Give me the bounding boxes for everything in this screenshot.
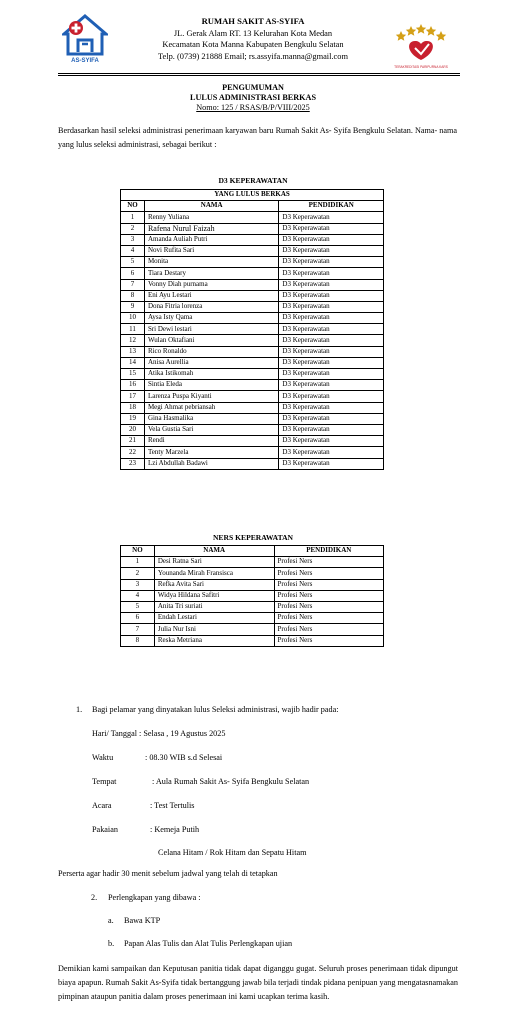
- header-rule-thick: [58, 73, 460, 74]
- row-nama: Atika Istikomah: [144, 369, 278, 380]
- row-no: 17: [121, 391, 145, 402]
- row-pendidikan: D3 Keperawatan: [279, 301, 384, 312]
- row-pendidikan: D3 Keperawatan: [279, 234, 384, 245]
- row-no: 7: [121, 279, 145, 290]
- table-row: [121, 568, 384, 579]
- table-row: [121, 380, 384, 391]
- table1-subheader: YANG LULUS BERKAS: [121, 190, 384, 201]
- table-row: [121, 424, 384, 435]
- row-pendidikan: D3 Keperawatan: [279, 290, 384, 301]
- logo-left-text: AS-SYIFA: [71, 58, 99, 64]
- row-no: 5: [121, 257, 145, 268]
- table-row: [121, 346, 384, 357]
- row-pendidikan: Profesi Ners: [274, 590, 384, 601]
- row-pendidikan: D3 Keperawatan: [279, 346, 384, 357]
- row-pendidikan: D3 Keperawatan: [279, 212, 384, 223]
- hari-tanggal: Hari/ Tanggal : Selasa , 19 Agustus 2025: [92, 729, 226, 738]
- row-pendidikan: D3 Keperawatan: [279, 424, 384, 435]
- letter-number-text: Nomo: 125 / RSAS/B/P/VIII/2025: [196, 103, 310, 112]
- row-nama: Younanda Mirah Fransisca: [154, 568, 274, 579]
- pakaian-label: Pakaian: [92, 825, 118, 834]
- row-pendidikan: D3 Keperawatan: [279, 268, 384, 279]
- table-row: [121, 635, 384, 646]
- row-nama: Julia Nur Isni: [154, 624, 274, 635]
- row-nama: Amanda Auliah Putri: [144, 234, 278, 245]
- row-no: 6: [121, 268, 145, 279]
- row-nama: Gina Hasmalika: [144, 413, 278, 424]
- item-a-text: Bawa KTP: [124, 916, 161, 925]
- row-nama: Lzi Abdullah Badawi: [144, 458, 278, 469]
- table-row: [121, 268, 384, 279]
- hospital-logo-icon: [62, 14, 108, 64]
- announcement-subtitle: LULUS ADMINISTRASI BERKAS: [189, 93, 317, 102]
- row-no: 22: [121, 447, 145, 458]
- table2-col-nama: NAMA: [154, 546, 274, 557]
- tempat-value: : Aula Rumah Sakit As- Syifa Bengkulu Selatan: [152, 777, 310, 786]
- item2-text: Perlengkapan yang dibawa :: [108, 893, 201, 902]
- table-row: [121, 601, 384, 612]
- row-no: 9: [121, 301, 145, 312]
- row-nama: Widya Hildana Safitri: [154, 590, 274, 601]
- intro-paragraph: Berdasarkan hasil seleksi administrasi penerimaan karyawan baru Rumah Sakit As- Syifa Bengkulu Selatan. Nama- nama yang lulus seleksi administrasi, sebagai berikut :: [58, 126, 458, 149]
- row-nama: Vonny Diah purnama: [144, 279, 278, 290]
- closing-paragraph: Demikian kami sampaikan dan Keputusan panitia tidak dapat diganggu gugat. Seluruh proses penerimaan tidak dipungut biaya apapun. Rumah Sakit As-Syifa tidak bertanggung jawab bila terjadi tindak pidana penipuan yang mengatasnamakan pimpinan ataupun panitia dalam proses penerimaan ini kami ucapkan terima kasih.: [58, 964, 458, 1002]
- table-row: [121, 279, 384, 290]
- row-pendidikan: D3 Keperawatan: [279, 391, 384, 402]
- peserta-note: Perserta agar hadir 30 menit sebelum jadwal yang telah di tetapkan: [58, 869, 278, 878]
- waktu-value: : 08.30 WIB s.d Selesai: [145, 753, 223, 762]
- row-no: 7: [121, 624, 155, 635]
- table-row: [121, 447, 384, 458]
- row-no: 3: [121, 579, 155, 590]
- row-no: 5: [121, 601, 155, 612]
- row-nama: Larenza Puspa Kiyanti: [144, 391, 278, 402]
- row-no: 19: [121, 413, 145, 424]
- row-pendidikan: D3 Keperawatan: [279, 357, 384, 368]
- row-pendidikan: D3 Keperawatan: [279, 245, 384, 256]
- row-nama: Sintia Eleda: [144, 380, 278, 391]
- table-row: [121, 391, 384, 402]
- table2-col-no: NO: [121, 546, 155, 557]
- item1-text: Bagi pelamar yang dinyatakan lulus Seleksi administrasi, wajib hadir pada:: [92, 705, 339, 714]
- row-pendidikan: Profesi Ners: [274, 635, 384, 646]
- row-pendidikan: Profesi Ners: [274, 624, 384, 635]
- row-no: 3: [121, 234, 145, 245]
- row-no: 1: [121, 212, 145, 223]
- row-pendidikan: D3 Keperawatan: [279, 436, 384, 447]
- row-nama: Megi Ahmat pebriansah: [144, 402, 278, 413]
- accreditation-logo-icon: [385, 22, 457, 70]
- row-nama: Rafena Nurul Faizah: [144, 223, 278, 234]
- table1-caption: D3 KEPERAWATAN: [218, 176, 288, 185]
- row-no: 11: [121, 324, 145, 335]
- row-pendidikan: D3 Keperawatan: [279, 369, 384, 380]
- ners-keperawatan-table: [120, 545, 384, 647]
- table-row: [121, 212, 384, 223]
- table-row: [121, 245, 384, 256]
- table-row: [121, 335, 384, 346]
- row-pendidikan: Profesi Ners: [274, 613, 384, 624]
- contact-line: Telp. (0739) 21888 Email; rs.assyifa.manna@gmail.com: [158, 51, 348, 61]
- table-row: [121, 257, 384, 268]
- row-no: 16: [121, 380, 145, 391]
- item2-number: 2.: [91, 893, 98, 902]
- pakaian-value: : Kemeja Putih: [150, 825, 200, 834]
- row-no: 6: [121, 613, 155, 624]
- table-row: [121, 301, 384, 312]
- row-no: 21: [121, 436, 145, 447]
- row-no: 12: [121, 335, 145, 346]
- row-pendidikan: Profesi Ners: [274, 568, 384, 579]
- letter-number: [0, 103, 506, 113]
- row-no: 10: [121, 313, 145, 324]
- item1-number: 1.: [76, 705, 83, 714]
- row-no: 2: [121, 223, 145, 234]
- row-pendidikan: D3 Keperawatan: [279, 257, 384, 268]
- table-row: [121, 557, 384, 568]
- row-nama: Wulan Oktafiani: [144, 335, 278, 346]
- table-row: [121, 223, 384, 234]
- acara-label: Acara: [92, 801, 112, 810]
- row-nama: Renny Yuliana: [144, 212, 278, 223]
- table-row: [121, 357, 384, 368]
- row-no: 23: [121, 458, 145, 469]
- row-no: 13: [121, 346, 145, 357]
- announcement-title: PENGUMUMAN: [222, 83, 284, 92]
- table-row: [121, 290, 384, 301]
- row-nama: Monita: [144, 257, 278, 268]
- acara-value: : Test Tertulis: [150, 801, 195, 810]
- table-row: [121, 579, 384, 590]
- row-nama: Tiara Destary: [144, 268, 278, 279]
- header-rule-thin: [58, 75, 460, 76]
- tempat-label: Tempat: [92, 777, 117, 786]
- row-nama: Vela Gustia Sari: [144, 424, 278, 435]
- table-row: [121, 313, 384, 324]
- table1-col-nama: NAMA: [144, 201, 278, 212]
- table-row: [121, 590, 384, 601]
- table-row: [121, 234, 384, 245]
- row-nama: Dona Fitria lorenza: [144, 301, 278, 312]
- table-row: [121, 624, 384, 635]
- row-pendidikan: D3 Keperawatan: [279, 458, 384, 469]
- letterhead: [120, 16, 386, 62]
- row-nama: Aysa Isty Qama: [144, 313, 278, 324]
- hospital-name: RUMAH SAKIT AS-SYIFA: [201, 16, 305, 26]
- logo-right-text: TERAKREDITASI PARIPURNA KARS: [394, 65, 448, 69]
- row-no: 1: [121, 557, 155, 568]
- address-line-1: JL. Gerak Alam RT. 13 Kelurahan Kota Medan: [173, 28, 333, 38]
- waktu-label: Waktu: [92, 753, 114, 762]
- row-nama: Anisa Aurellia: [144, 357, 278, 368]
- row-nama: Endah Lestari: [154, 613, 274, 624]
- row-pendidikan: D3 Keperawatan: [279, 402, 384, 413]
- row-pendidikan: Profesi Ners: [274, 557, 384, 568]
- d3-keperawatan-table: [120, 189, 384, 470]
- table-row: [121, 436, 384, 447]
- row-pendidikan: D3 Keperawatan: [279, 413, 384, 424]
- item-b-text: Papan Alas Tulis dan Alat Tulis Perlengkapan ujian: [124, 939, 293, 948]
- row-pendidikan: D3 Keperawatan: [279, 324, 384, 335]
- row-nama: Novi Rufita Sari: [144, 245, 278, 256]
- row-no: 14: [121, 357, 145, 368]
- row-pendidikan: D3 Keperawatan: [279, 335, 384, 346]
- row-no: 4: [121, 245, 145, 256]
- row-nama: Tenty Marzela: [144, 447, 278, 458]
- item-a-number: a.: [108, 916, 114, 925]
- row-nama: Anita Tri suriati: [154, 601, 274, 612]
- row-pendidikan: D3 Keperawatan: [279, 380, 384, 391]
- row-no: 20: [121, 424, 145, 435]
- table1-col-pendidikan: PENDIDIKAN: [279, 201, 384, 212]
- address-line-2: Kecamatan Kota Manna Kabupaten Bengkulu Selatan: [162, 40, 344, 50]
- row-no: 18: [121, 402, 145, 413]
- row-pendidikan: D3 Keperawatan: [279, 313, 384, 324]
- table2-caption: NERS KEPERAWATAN: [212, 533, 294, 542]
- row-pendidikan: D3 Keperawatan: [279, 279, 384, 290]
- table-row: [121, 402, 384, 413]
- table1-col-no: NO: [121, 201, 145, 212]
- table-row: [121, 369, 384, 380]
- pakaian-value-2: Celana Hitam / Rok Hitam dan Sepatu Hitam: [158, 848, 307, 857]
- table2-col-pendidikan: PENDIDIKAN: [274, 546, 384, 557]
- row-no: 15: [121, 369, 145, 380]
- row-pendidikan: Profesi Ners: [274, 601, 384, 612]
- row-nama: Sri Dewi lestari: [144, 324, 278, 335]
- row-no: 4: [121, 590, 155, 601]
- row-pendidikan: D3 Keperawatan: [279, 223, 384, 234]
- row-pendidikan: Profesi Ners: [274, 579, 384, 590]
- table-row: [121, 413, 384, 424]
- row-nama: Desi Ratna Sari: [154, 557, 274, 568]
- row-pendidikan: D3 Keperawatan: [279, 447, 384, 458]
- row-nama: Eni Ayu Lestari: [144, 290, 278, 301]
- row-nama: Rendi: [144, 436, 278, 447]
- table-row: [121, 324, 384, 335]
- row-nama: Rico Ronaldo: [144, 346, 278, 357]
- table-row: [121, 613, 384, 624]
- row-no: 8: [121, 290, 145, 301]
- table-row: [121, 458, 384, 469]
- item-b-number: b.: [108, 939, 115, 948]
- row-nama: Refka Avita Sari: [154, 579, 274, 590]
- row-nama: Reska Metriana: [154, 635, 274, 646]
- row-no: 8: [121, 635, 155, 646]
- row-no: 2: [121, 568, 155, 579]
